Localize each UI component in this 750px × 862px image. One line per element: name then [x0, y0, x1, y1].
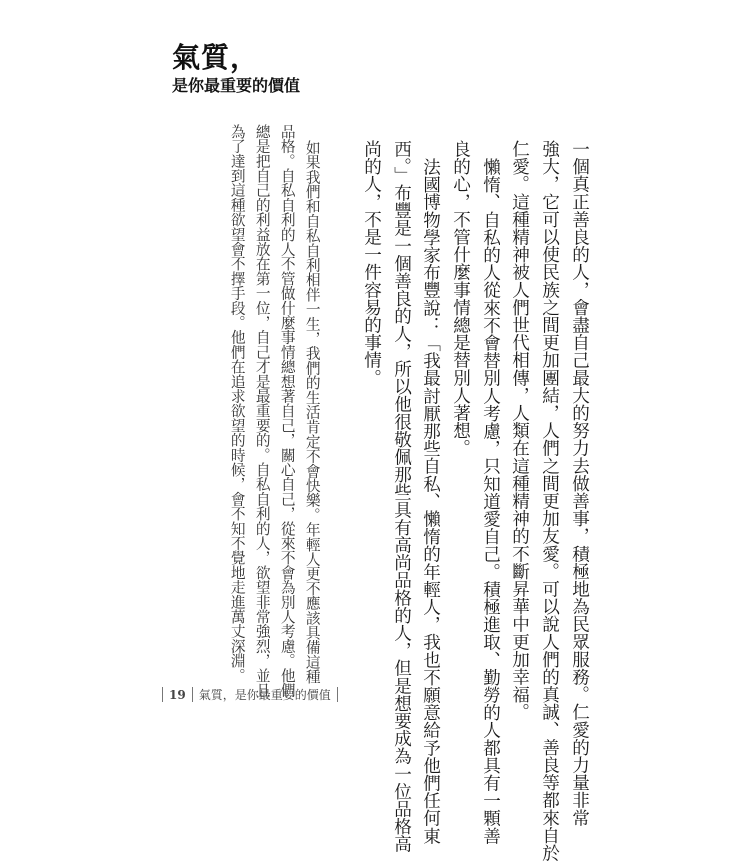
page-footer [162, 686, 338, 703]
footer-divider-middle [192, 687, 193, 702]
footer-divider-left [162, 687, 163, 702]
page-number: 19 [169, 687, 186, 702]
body-column-3: 仁愛。這種精神被人們世代相傳，人類在這種精神的不斷昇華中更加幸福。 [509, 140, 530, 721]
quote-column-4: 為了達到這種欲望會不擇手段。他們在追求欲望的時候，會不知不覺地走進萬丈深淵。 [228, 124, 246, 683]
quote-column-1: 如果我們和自私自利相伴一生，我們的生活肯定不會快樂。年輕人更不應該具備這種 [303, 140, 321, 684]
body-column-2: 強大，它可以使民族之間更加團結，人們之間更加友愛。可以說人們的真誠、善良等都來自於 [539, 140, 560, 862]
footer-divider-right [337, 687, 338, 702]
body-column-6: 法國博物學家布豐說：「我最討厭那些自私、懶惰的年輕人，我也不願意給予他們任何東 [420, 158, 441, 845]
body-column-8: 尚的人，不是一件容易的事情。 [361, 140, 382, 387]
body-column-5: 良的心，不管什麼事情總是替別人著想。 [450, 140, 471, 457]
body-column-4: 懶惰、自私的人從來不會替別人考慮，只知道愛自己。積極進取、勤勞的人都具有一顆善 [480, 158, 501, 845]
body-column-1: 一個真正善良的人，會盡自己最大的努力去做善事，積極地為民眾服務。仁愛的力量非常 [569, 140, 590, 827]
body-column-7: 西。」布豐是一個善良的人，所以他很敬佩那些具有高尚品格的人，但是想要成為一位品格高 [391, 140, 412, 853]
running-title: 氣質，是你最重要的價值 [198, 688, 331, 702]
quote-column-2: 品格。自私自利的人不管做什麼事情總想著自己，關心自己，從來不會為別人考慮。他們 [278, 124, 296, 698]
chapter-title: 氣質， [172, 41, 260, 74]
quote-column-3: 總是把自己的利益放在第一位，自己才是最重要的。自私自利的人，欲望非常強烈，並且 [253, 124, 271, 698]
chapter-subtitle: 是你最重要的價值 [172, 76, 301, 95]
